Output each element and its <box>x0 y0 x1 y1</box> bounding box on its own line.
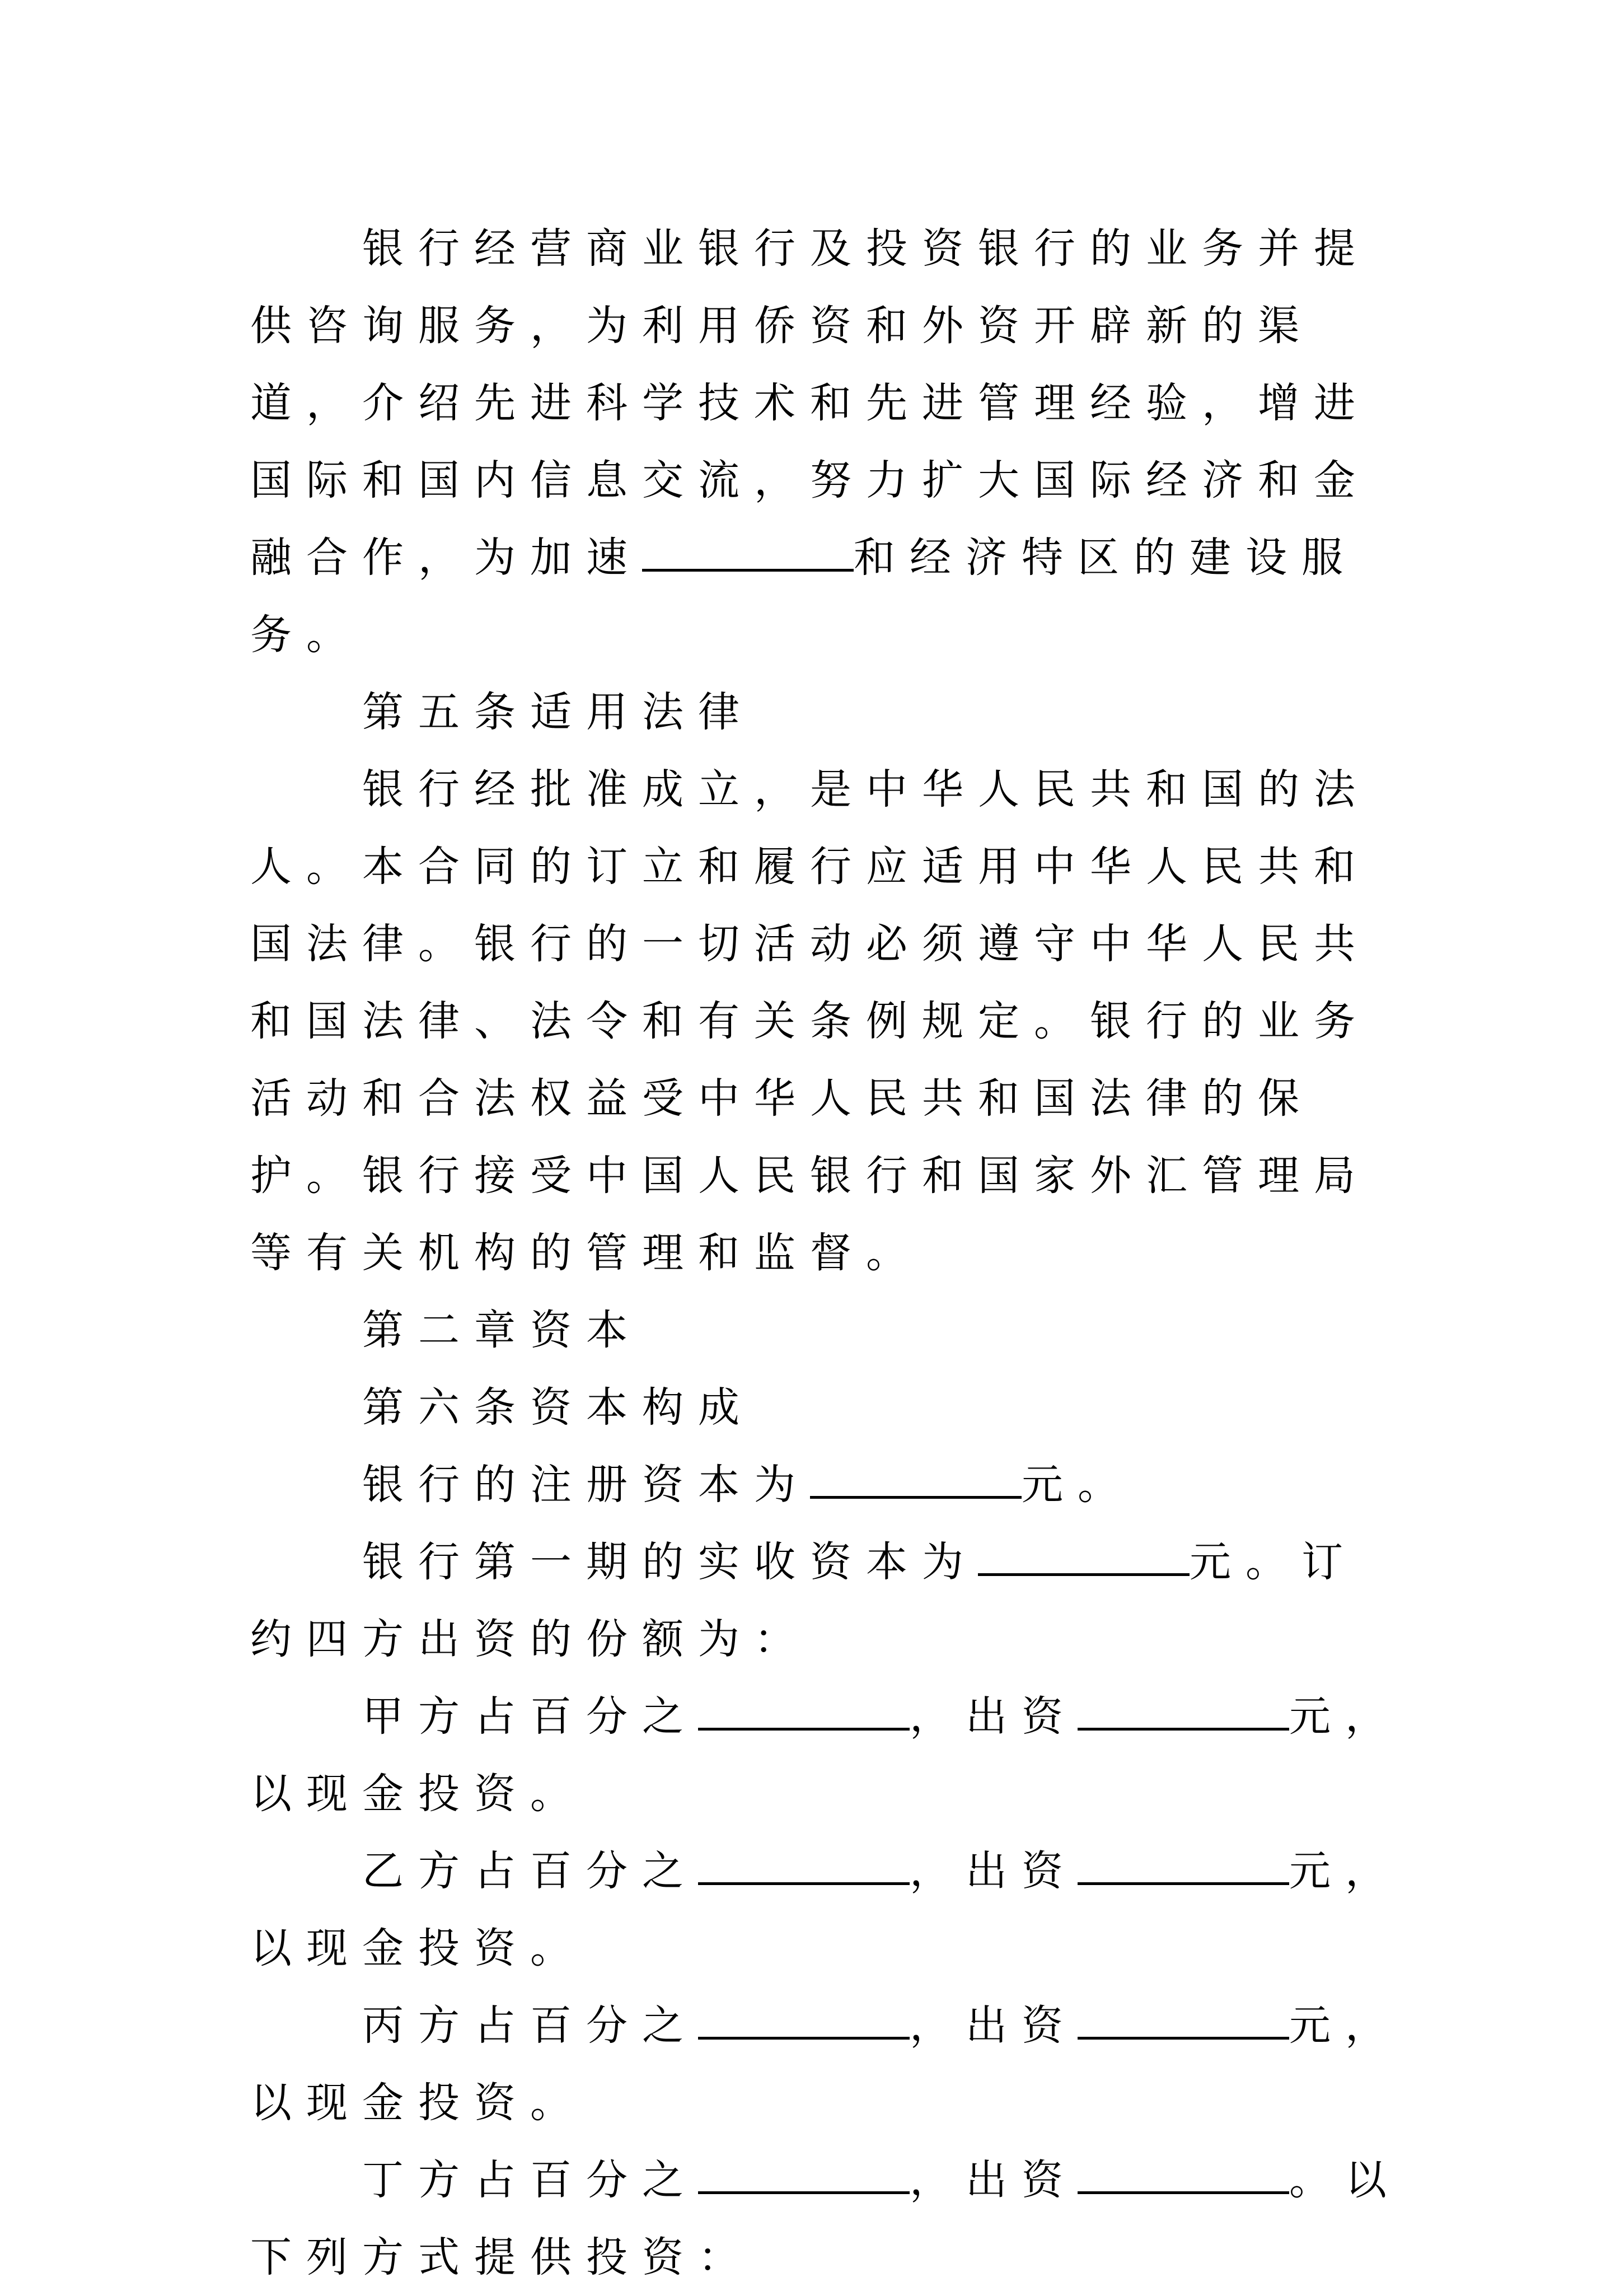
paragraph-party-b <box>250 1832 1403 1987</box>
document-page <box>250 210 1403 2296</box>
paragraph-text: 。以下列方式提供投资： <box>250 2156 1401 2281</box>
fill-in-blank[interactable] <box>1078 2157 1289 2194</box>
paragraph-text: ，出资 <box>910 2002 1078 2050</box>
fill-in-blank[interactable] <box>698 2002 910 2040</box>
paragraph-text: 银行经营商业银行及投资银行的业务并提供咨询服务，为利用侨资和外资开辟新的渠道，介绍先进科学技术和先进管理经验，增进国际和国内信息交流，努力扩大国际经济和金融合作，为加速 <box>250 225 1370 582</box>
fill-in-blank[interactable] <box>810 1461 1022 1499</box>
paragraph-text: 元，以现金投资。 <box>250 1692 1401 1818</box>
paragraph-party-d <box>250 2141 1403 2296</box>
paragraph-party-a <box>250 1678 1403 1832</box>
fill-in-blank[interactable] <box>698 2157 910 2194</box>
fill-in-blank[interactable] <box>698 1848 910 1885</box>
fill-in-blank[interactable] <box>1078 2002 1289 2040</box>
paragraph-text: 丁方占百分之 <box>362 2156 698 2204</box>
paragraph-registered-capital <box>250 1446 1403 1523</box>
paragraph-text: 元，以现金投资。 <box>250 1847 1401 1972</box>
chapter-heading: 第二章资本 <box>362 1306 642 1354</box>
paragraph-text: 元。 <box>1022 1461 1134 1509</box>
article-heading: 第五条适用法律 <box>362 688 754 736</box>
paragraph-text: ，出资 <box>910 2156 1078 2204</box>
paragraph-business-scope <box>250 210 1403 674</box>
paragraph-text: 丙方占百分之 <box>362 2002 698 2050</box>
paragraph-text: 银行的注册资本为 <box>362 1461 810 1509</box>
article-heading: 第六条资本构成 <box>362 1383 754 1432</box>
fill-in-blank[interactable] <box>698 1693 910 1731</box>
paragraph-applicable-law: 银行经批准成立，是中华人民共和国的法人。本合同的订立和履行应适用中华人民共和国法律。银行的一切活动必须遵守中华人民共和国法律、法令和有关条例规定。银行的业务活动和合法权益受中华人民共和国法律的保护。银行接受中国人民银行和国家外汇管理局等有关机构的管理和监督。 <box>250 765 1370 1277</box>
paragraph-text: 元。订约四方出资的份额为： <box>250 1538 1357 1663</box>
fill-in-blank[interactable] <box>978 1539 1190 1576</box>
paragraph-text: 和经济特区的建设服务。 <box>250 534 1357 659</box>
paragraph-text: 甲方占百分之 <box>362 1692 698 1741</box>
paragraph-text: 银行第一期的实收资本为 <box>362 1538 978 1586</box>
fill-in-blank[interactable] <box>1078 1848 1289 1885</box>
paragraph-text: 元，以现金投资。 <box>250 2002 1401 2127</box>
paragraph-text: 乙方占百分之 <box>362 1847 698 1895</box>
paragraph-party-c <box>250 1987 1403 2141</box>
paragraph-text: ，出资 <box>910 1847 1078 1895</box>
fill-in-blank[interactable] <box>1078 1693 1289 1731</box>
paragraph-paid-in-capital <box>250 1523 1403 1678</box>
fill-in-blank[interactable] <box>642 534 854 572</box>
paragraph-text: ，出资 <box>910 1692 1078 1741</box>
